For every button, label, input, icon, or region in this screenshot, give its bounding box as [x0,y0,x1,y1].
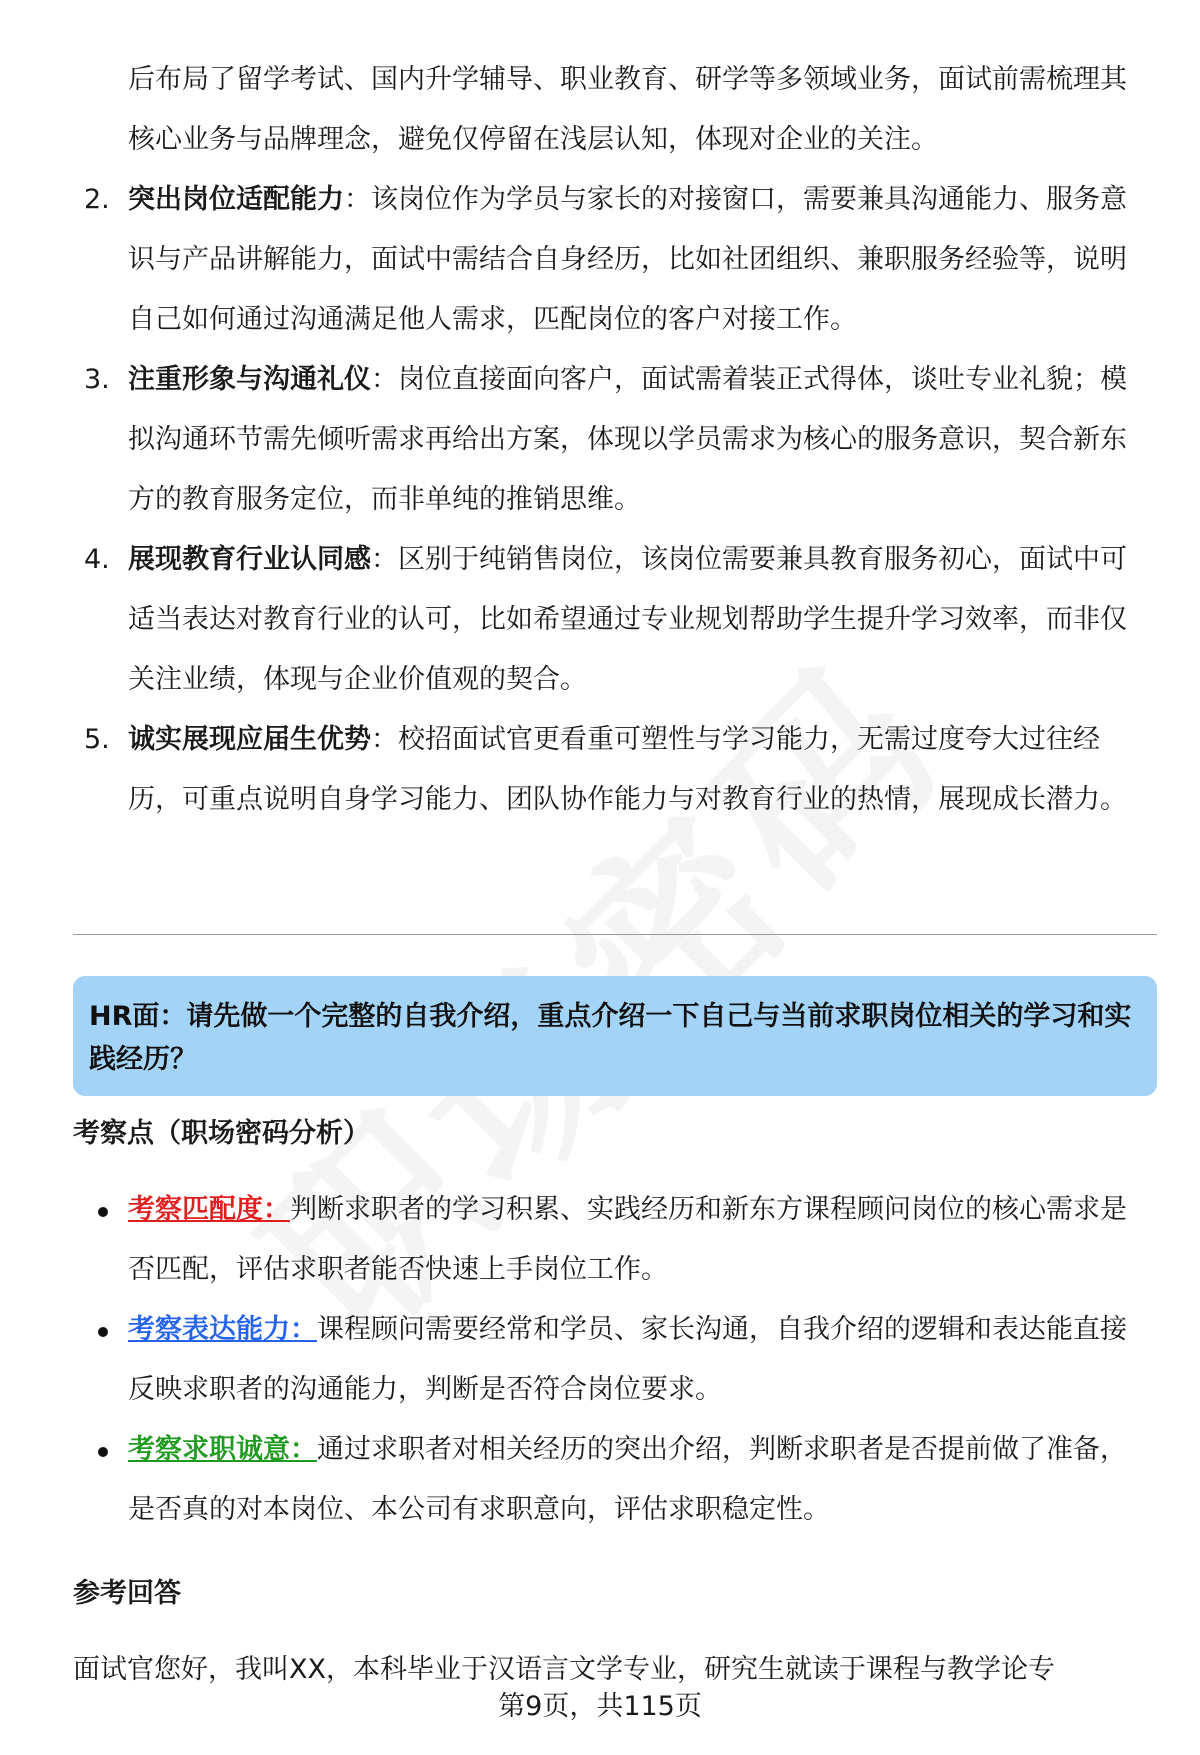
tip-item [0,350,1138,530]
points-heading: 考察点（职场密码分析） [73,1118,370,1149]
bullet-icon [98,1207,108,1217]
tips-list [0,170,1200,830]
assessment-points-list [0,1180,1200,1540]
assessment-point [0,1300,1138,1420]
question-box [73,976,1157,1096]
intro-paragraph-tail: 后布局了留学考试、国内升学辅导、职业教育、研学等多领域业务，面试前需梳理其核心业务与品牌理念，避免仅停留在浅层认知，体现对企业的关注。 [128,64,1127,155]
tip-title: 注重形象与沟通礼仪 [128,364,371,395]
tip-text: ：该岗位作为学员与家长的对接窗口，需要兼具沟通能力、服务意识与产品讲解能力，面试中需结合自身经历，比如社团组织、兼职服务经验等，说明自己如何通过沟通满足他人需求，匹配岗位的客户对接工作。 [128,184,1127,335]
tip-title: 诚实展现应届生优势 [128,724,371,755]
point-label: 考察匹配度： [128,1194,290,1225]
tip-text: ：校招面试官更看重可塑性与学习能力，无需过度夸大过往经历，可重点说明自身学习能力、团队协作能力与对教育行业的热情，展现成长潜力。 [128,724,1127,815]
tip-item [0,710,1138,830]
assessment-point [0,1180,1138,1300]
answer-text: 面试官您好，我叫XX，本科毕业于汉语言文学专业，研究生就读于课程与教学论专 [73,1654,1055,1685]
question-text: HR面：请先做一个完整的自我介绍，重点介绍一下自己与当前求职岗位相关的学习和实践经历？ [89,1001,1132,1075]
tip-title: 展现教育行业认同感 [128,544,371,575]
tip-item [0,170,1138,350]
tip-number: 5. [84,724,110,755]
point-text: 通过求职者对相关经历的突出介绍，判断求职者是否提前做了准备，是否真的对本岗位、本公司有求职意向，评估求职稳定性。 [128,1434,1127,1525]
tip-text: ：区别于纯销售岗位，该岗位需要兼具教育服务初心，面试中可适当表达对教育行业的认可，比如希望通过专业规划帮助学生提升学习效率，而非仅关注业绩，体现与企业价值观的契合。 [128,544,1127,695]
bullet-icon [98,1327,108,1337]
tip-item [0,530,1138,710]
bullet-icon [98,1447,108,1457]
answer-heading: 参考回答 [73,1578,181,1609]
section-divider [73,934,1157,935]
point-label: 考察表达能力： [128,1314,317,1345]
tip-number: 4. [84,544,110,575]
tip-title: 突出岗位适配能力 [128,184,344,215]
page-footer: 第9页，共115页 [498,1691,702,1722]
assessment-point [0,1420,1138,1540]
point-text: 课程顾问需要经常和学员、家长沟通，自我介绍的逻辑和表达能直接反映求职者的沟通能力，判断是否符合岗位要求。 [128,1314,1127,1405]
tip-text: ：岗位直接面向客户，面试需着装正式得体，谈吐专业礼貌；模拟沟通环节需先倾听需求再给出方案，体现以学员需求为核心的服务意识，契合新东方的教育服务定位，而非单纯的推销思维。 [128,364,1127,515]
point-label: 考察求职诚意： [128,1434,317,1465]
tip-number: 3. [84,364,110,395]
tip-number: 2. [84,184,110,215]
point-text: 判断求职者的学习积累、实践经历和新东方课程顾问岗位的核心需求是否匹配，评估求职者能否快速上手岗位工作。 [128,1194,1127,1285]
